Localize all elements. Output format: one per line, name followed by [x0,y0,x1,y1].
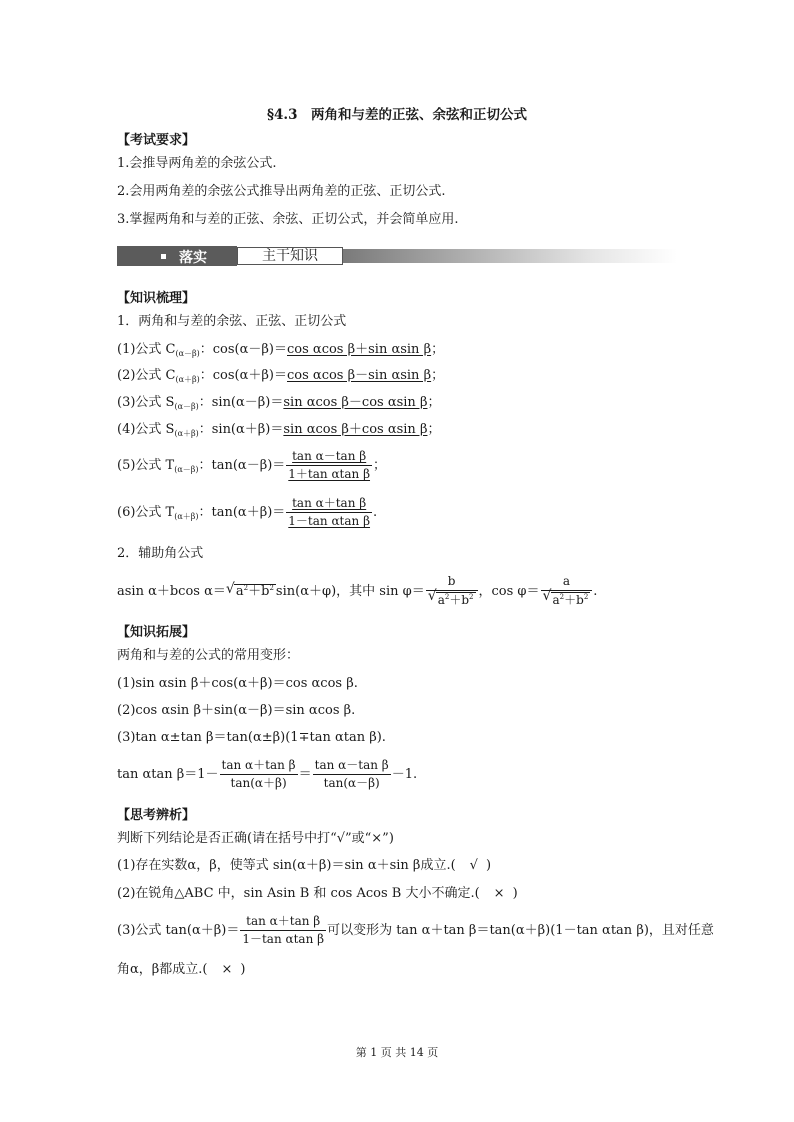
question-end: ) [240,962,246,977]
expand-fraction-1 [220,758,298,791]
formula-label: (2)公式 C [117,368,176,383]
formula-lhs: ：sin(α－β)＝ [198,395,284,410]
formula-t-minus [117,449,386,482]
formula-end: ； [431,368,445,383]
aux-comma: ，cos φ＝ [478,584,540,599]
question-text: 可以变形为 tan α＋tan β＝tan(α＋β)(1－tan αtan β)，且对任意 [327,923,714,938]
expand-item-3: (3)tan α±tan β＝tan(α±β)(1∓tan αtan β). [117,730,386,745]
formula-s-plus [117,421,440,440]
expand-item-2: (2)cos αsin β＋sin(α－β)＝sin αcos β. [117,703,356,718]
radicand-a: a [437,593,445,607]
formula-lhs: ：cos(α＋β)＝ [199,368,287,383]
fraction-numerator: tan α＋tan β [240,914,326,931]
sin-phi-fraction [426,574,478,609]
formula-end: ； [431,342,445,357]
aux-end: . [593,584,598,599]
formula-label: (1)公式 C [117,342,176,357]
expand-item-1: (1)sin αsin β＋cos(α＋β)＝cos αcos β. [117,676,358,691]
radicand-b: ＋b [248,584,270,599]
fraction-numerator: tan α－tan β [286,449,372,466]
formula-subscript: (α＋β) [174,512,199,521]
formula-label: (6)公式 T [117,505,175,520]
formula-answer: sin αcos β＋cos αsin β [283,422,428,437]
think-question-1 [117,857,491,875]
formula-end: ； [373,458,387,473]
expand-equals: ＝ [298,767,312,782]
formula-t-plus [117,496,377,529]
expand-lhs: tan αtan β＝1－ [117,767,219,782]
radicand-a: a [235,584,244,599]
sqrt-icon: √ $a^2+b^2$ [542,588,589,607]
question-text: 角α，β都成立.( [117,962,208,977]
sqrt-icon: √ $a^2+b^2$ [225,581,274,599]
question-end: ) [485,858,492,873]
question-end: ) [512,886,518,901]
banner-box-label: 主干知识 [237,247,343,265]
page-footer: 第 1 页 共 14 页 [355,1046,439,1059]
formula-label: (4)公式 S [117,422,175,437]
formula-lhs: ：sin(α＋β)＝ [198,422,284,437]
think-question-3 [117,914,714,947]
fraction-numerator: tan α＋tan β [286,496,372,513]
formula-answer: cos αcos β－sin αsin β [287,368,432,383]
formula-end: . [373,505,378,520]
formula-end: ； [427,422,441,437]
exam-requirement-1: 1.会推导两角差的余弦公式. [117,156,277,171]
question-text: (1)存在实数α，β，使等式 sin(α＋β)＝sin α＋sin β成立.( [117,858,456,873]
fraction-numerator: b [426,574,478,591]
exponent: 2 [444,593,450,601]
section-banner [117,246,677,266]
formula-answer: sin αcos β－cos αsin β [283,395,428,410]
radicand-a: a [552,593,560,607]
formula-subscript: (α＋β) [174,429,199,438]
sqrt-icon: √ $a^2+b^2$ [427,588,474,607]
formula-answer: cos αcos β＋sin αsin β [287,342,432,357]
formula-c-minus [117,341,444,360]
cross-mark-icon: × [221,962,233,977]
question-lhs: (3)公式 tan(α＋β)＝ [117,923,240,938]
exam-requirement-2: 2.会用两角差的余弦公式推导出两角差的正弦、正切公式. [117,184,446,199]
think-question-2 [117,885,518,903]
auxiliary-angle-formula [117,574,597,609]
cross-mark-icon: × [493,886,505,901]
question-fraction [240,914,326,947]
page-title: §4.3 两角和与差的正弦、余弦和正切公式 [266,107,528,123]
expand-intro: 两角和与差的公式的常用变形： [117,648,300,663]
banner-gradient-bar [343,249,677,263]
expand-item-4 [117,758,417,791]
formula-fraction [286,449,372,482]
aux-mid: sin(α＋φ)，其中 sin φ＝ [275,584,425,599]
exponent: 2 [559,593,565,601]
exam-requirements-heading: 【考试要求】 [117,133,196,148]
formula-subscript: (α－β) [175,349,200,358]
think-intro: 判断下列结论是否正确(请在括号中打“√”或“×”) [117,831,394,846]
exponent: 2 [243,584,249,592]
knowledge-sub2: 2．辅助角公式 [117,546,204,561]
formula-label: (5)公式 T [117,458,175,473]
formula-lhs: ：tan(α－β)＝ [198,458,286,473]
fraction-denominator: 1－tan αtan β [242,932,325,946]
fraction-numerator: a [541,574,593,591]
fraction-numerator: tan α＋tan β [220,758,298,775]
formula-end: ； [427,395,441,410]
exponent: 2 [469,593,474,601]
banner-dark-block [117,246,237,266]
expand-end: －1. [391,767,418,782]
think-question-3-cont [117,961,245,979]
formula-s-minus [117,394,440,413]
knowledge-heading: 【知识梳理】 [117,291,196,306]
fraction-denominator: 1－tan αtan β [288,514,371,528]
question-text: (2)在锐角△ABC 中，sin Asin B 和 cos Acos B 大小不确定.( [117,886,480,901]
exponent: 2 [583,593,589,601]
fraction-denominator: tan(α＋β) [230,776,287,790]
expand-heading: 【知识拓展】 [117,625,196,640]
formula-label: (3)公式 S [117,395,175,410]
fraction-denominator: tan(α－β) [323,776,380,790]
formula-fraction [286,496,372,529]
formula-lhs: ：tan(α＋β)＝ [198,505,286,520]
expand-fraction-2 [313,758,391,791]
square-bullet-icon [161,254,166,259]
check-mark-icon: √ [469,858,478,873]
think-heading: 【思考辨析】 [117,808,196,823]
radicand-b: ＋b [449,593,470,607]
formula-lhs: ：cos(α－β)＝ [199,342,287,357]
exponent: 2 [269,584,274,592]
radicand-b: ＋b [564,593,584,607]
fraction-denominator: 1＋tan αtan β [288,467,371,481]
knowledge-sub1: 1．两角和与差的余弦、正弦、正切公式 [117,314,347,329]
formula-c-plus [117,367,444,386]
fraction-numerator: tan α－tan β [313,758,391,775]
exam-requirement-3: 3.掌握两角和与差的正弦、余弦、正切公式，并会简单应用. [117,212,459,227]
aux-lhs: asin α＋bcos α＝ [117,584,226,599]
banner-dark-label: 落实 [179,250,207,266]
cos-phi-fraction [541,574,593,609]
formula-subscript: (α－β) [174,465,199,474]
formula-subscript: (α＋β) [175,375,200,384]
formula-subscript: (α－β) [174,402,199,411]
